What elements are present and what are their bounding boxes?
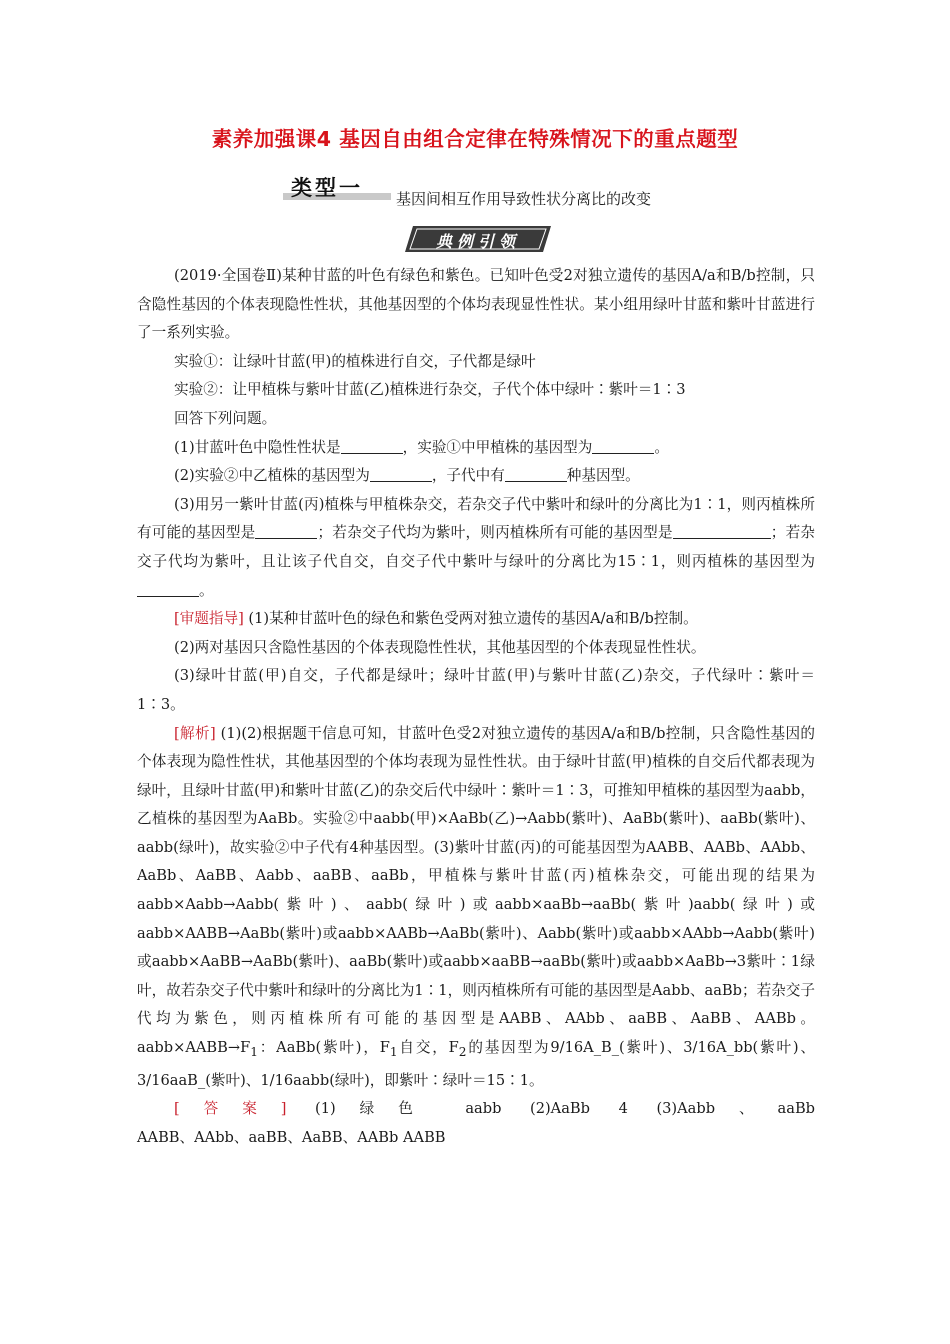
guide-1-text: (1)某种甘蓝叶色的绿色和紫色受两对独立遗传的基因A/a和B/b控制。 — [248, 610, 698, 628]
ribbon-label: 典例引领 — [435, 232, 520, 251]
answer-line-1 — [137, 1095, 815, 1124]
question-1-text-c: 。 — [654, 438, 669, 456]
analysis-text-2: ：AaBb(紫叶)，F — [257, 1039, 390, 1057]
answer-blank — [505, 463, 567, 482]
answer-text-1: (1)绿色 aabb (2)AaBb 4 (3)Aabb、aaBb — [315, 1100, 816, 1118]
guide-tag: [审题指导] — [174, 610, 244, 628]
subscript: 1 — [250, 1044, 258, 1059]
analysis-text-4: 的基因型为9/16A_B_(紫叶)、3/16A_bb(紫叶)、3/16aaB_(紫叶)、1/16aabb(绿叶)，即紫叶∶绿叶＝15∶1。 — [137, 1039, 815, 1089]
answer-blank — [673, 520, 771, 539]
question-1-text-a: (1)甘蓝叶色中隐性性状是 — [174, 438, 341, 456]
subscript: 1 — [389, 1044, 398, 1059]
document-body — [137, 262, 815, 1152]
guide-3: (3)绿叶甘蓝(甲)自交，子代都是绿叶；绿叶甘蓝(甲)与紫叶甘蓝(乙)杂交，子代绿叶∶紫叶＝1∶3。 — [137, 667, 815, 713]
type-description: 基因间相互作用导致性状分离比的改变 — [396, 190, 652, 208]
question-3-text-a: (3)用另一紫叶甘蓝(丙)植株与甲植株杂交，若杂交子代中紫叶和绿叶的分离比为1∶1，则丙植株所有可能的基因型是 — [137, 495, 815, 542]
question-3-text-b: ；若杂交子代均为紫叶，则丙植株所有可能的基因型是 — [317, 524, 673, 542]
question-3-text-c: ；若杂交子代均为紫叶，且让该子代自交，自交子代中紫叶与绿叶的分离比为15∶1，则丙植株的基因型为 — [137, 524, 815, 570]
experiment-1: 实验①：让绿叶甘蓝(甲)的植株进行自交，子代都是绿叶 — [174, 352, 536, 370]
answer-tag: [答案] — [174, 1100, 287, 1118]
answer-blank — [137, 578, 199, 597]
analysis-text-1: (1)(2)根据题干信息可知，甘蓝叶色受2对独立遗传的基因A/a和B/b控制，只含隐性基因的个体表现为隐性性状，其他基因型的个体均表现为显性性状。由于绿叶甘蓝(甲)植株的自交后代都表现为绿叶，且绿叶甘蓝(甲)和紫叶甘蓝(乙)的杂交后代中绿叶∶紫叶＝1∶3，可推知甲植株的基因型为aabb，乙植株的基因型为AaBb。实验②中aabb(甲)×AaBb(乙)→Aabb(紫叶)、AaBb(紫叶)、aaBb(紫叶)、aabb(绿叶)，故实验②中子代有4种基因型。(3)紫叶甘蓝(丙)的可能基因型为AABB、AABb、AAbb、AaBb、AaBB、Aabb、aaBB、aaBb，甲植株与紫叶甘蓝(丙)植株杂交，可能出现的结果为aabb×Aabb→Aabb(紫叶)、aabb(绿叶)或aabb×aaBb→aaBb(紫叶)aabb(绿叶)或aabb×AABB→AaBb(紫叶)或aabb×AABb→AaBb(紫叶)、Aabb(紫叶)或aabb×AAbb→Aabb(紫叶)或aabb×AaBB→AaBb(紫叶)、aaBb(紫叶)或aabb×aaBB→aaBb(紫叶)或aabb×AaBb→3紫叶∶1绿叶，故若杂交子代中紫叶和绿叶的分离比为1∶1，则丙植株所有可能的基因型是Aabb、aaBb；若杂交子代均为紫色，则丙植株所有可能的基因型是AABB、AAbb、aaBB、AaBB、AABb。aabb×AABB→F — [137, 724, 815, 1057]
question-3-text-d: 。 — [199, 581, 214, 599]
question-1 — [137, 434, 815, 463]
type-label-block — [283, 172, 391, 202]
question-prompt: 回答下列问题。 — [174, 409, 277, 427]
question-2 — [137, 462, 815, 491]
answer-blank — [592, 435, 654, 454]
guide-2: (2)两对基因只含隐性基因的个体表现隐性性状，其他基因型的个体表现显性性状。 — [174, 638, 706, 656]
type-label: 类型一 — [291, 176, 363, 200]
subscript: 2 — [458, 1044, 467, 1059]
experiment-2: 实验②：让甲植株与紫叶甘蓝(乙)植株进行杂交，子代个体中绿叶∶紫叶＝1∶3 — [174, 381, 686, 399]
answer-blank — [255, 520, 317, 539]
section-ribbon — [405, 224, 551, 254]
question-stem: (2019·全国卷Ⅱ)某种甘蓝的叶色有绿色和紫色。已知叶色受2对独立遗传的基因A/a和B/b控制，只含隐性基因的个体表现隐性性状，其他基因型的个体均表现显性性状。某小组用绿叶甘蓝和紫叶甘蓝进行了一系列实验。 — [137, 267, 815, 342]
question-1-text-b: ，实验①中甲植株的基因型为 — [402, 438, 593, 456]
guide-1 — [137, 605, 815, 634]
answer-line-2: AABB、AAbb、aaBB、AaBB、AABb AABB — [137, 1128, 446, 1146]
analysis — [137, 720, 815, 1096]
analysis-tag: [解析] — [174, 724, 216, 742]
page-title: 素养加强课4 基因自由组合定律在特殊情况下的重点题型 — [211, 127, 739, 151]
question-2-text-c: 种基因型。 — [566, 467, 640, 485]
question-2-text-b: ，子代中有 — [431, 467, 505, 485]
analysis-text-3: 自交，F — [397, 1039, 459, 1057]
question-2-text-a: (2)实验②中乙植株的基因型为 — [174, 467, 370, 485]
question-3 — [137, 491, 815, 605]
answer-blank — [370, 463, 432, 482]
answer-blank — [341, 435, 403, 454]
